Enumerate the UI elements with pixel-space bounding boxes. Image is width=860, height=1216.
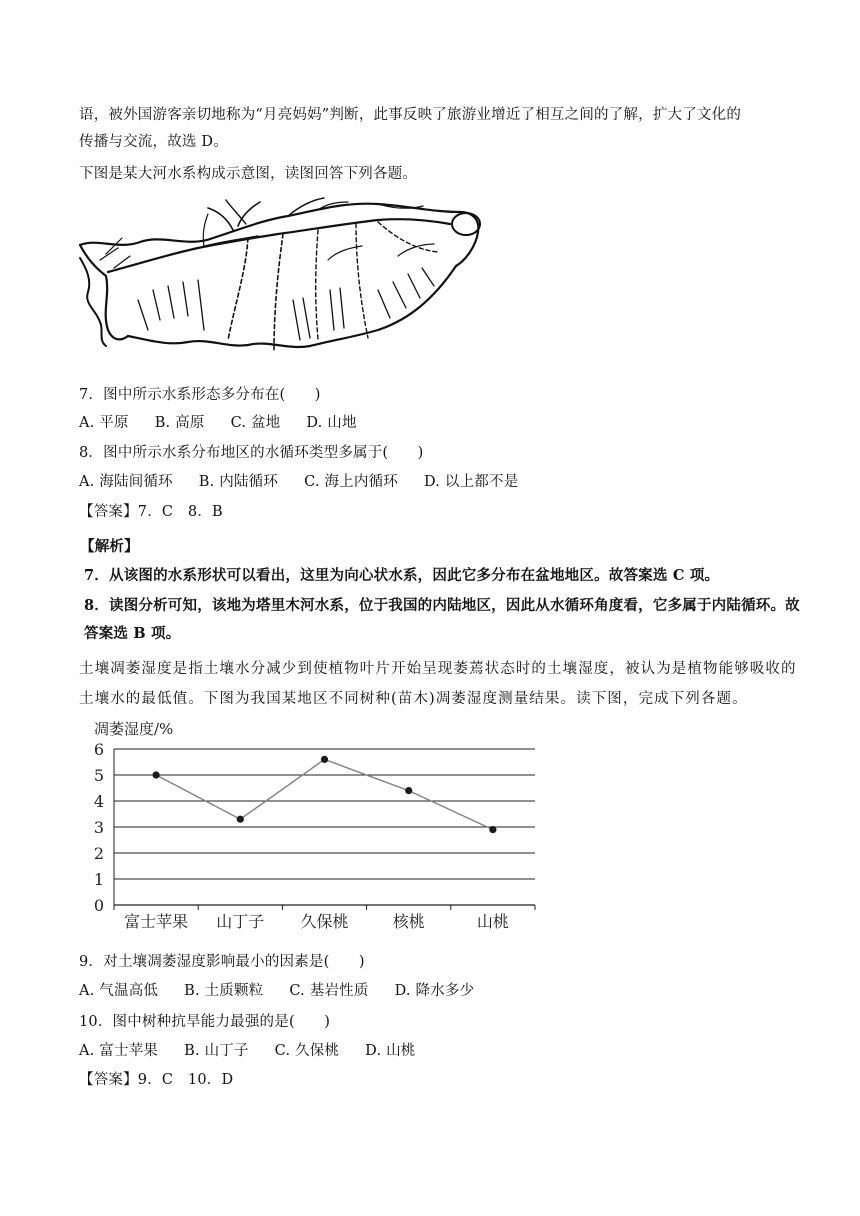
option: B. 高原 bbox=[154, 415, 205, 431]
intro-line-1: 语，被外国游客亲切地称为“月亮妈妈”判断，此事反映了旅游业增近了相互之间的了解，扩大了文化的 bbox=[79, 107, 742, 123]
analysis-8-line-2: 答案选 B 项。 bbox=[84, 625, 181, 642]
option: C. 基岩性质 bbox=[289, 983, 369, 999]
option: C. 海上内循环 bbox=[304, 474, 398, 490]
y-tick-label: 5 bbox=[93, 766, 104, 785]
x-tick-label: 富士苹果 bbox=[124, 912, 189, 931]
analysis-8-line-1: 8．读图分析可知，该地为塔里木河水系，位于我国的内陆地区，因此从水循环角度看，它多属于内陆循环。故 bbox=[84, 597, 800, 614]
question-9-stem: 9．对土壤凋萎湿度影响最小的因素是( ) bbox=[79, 954, 365, 970]
x-tick-label: 山丁子 bbox=[216, 912, 265, 931]
analysis-7: 7．从该图的水系形状可以看出，这里为向心状水系，因此它多分布在盆地地区。故答案选 C 项。 bbox=[84, 567, 720, 584]
option: C. 久保桃 bbox=[274, 1043, 340, 1059]
intro-line-2: 传播与交流，故选 D。 bbox=[79, 134, 228, 150]
y-tick-label: 6 bbox=[93, 740, 104, 759]
option: A. 海陆间循环 bbox=[79, 474, 173, 490]
data-point bbox=[405, 787, 412, 794]
y-tick-label: 1 bbox=[93, 870, 104, 889]
data-point bbox=[489, 826, 496, 833]
option: A. 平原 bbox=[79, 415, 129, 431]
option: A. 气温高低 bbox=[79, 983, 159, 999]
series-line bbox=[156, 759, 493, 829]
data-point bbox=[321, 756, 328, 763]
section1-prompt: 下图是某大河水系构成示意图，读图回答下列各题。 bbox=[79, 166, 418, 182]
analysis-title: 【解析】 bbox=[80, 538, 139, 555]
question-10-options bbox=[79, 1039, 442, 1060]
option: D. 山地 bbox=[306, 415, 357, 431]
x-tick-label: 核桃 bbox=[392, 912, 425, 931]
y-tick-label: 3 bbox=[93, 818, 104, 837]
answer-7-8: 【答案】7．C 8．B bbox=[79, 504, 223, 520]
option: D. 山桃 bbox=[365, 1043, 416, 1059]
question-8-options bbox=[79, 470, 544, 491]
option: B. 土质颗粒 bbox=[184, 983, 264, 999]
option: D. 以上都不是 bbox=[423, 474, 519, 490]
option: A. 富士苹果 bbox=[79, 1043, 159, 1059]
river-system-map bbox=[78, 190, 488, 370]
y-tick-label: 4 bbox=[93, 792, 104, 811]
question-9-options bbox=[79, 979, 500, 1000]
x-tick-label: 久保桃 bbox=[300, 912, 349, 931]
x-tick-label: 山桃 bbox=[476, 912, 509, 931]
answer-9-10: 【答案】9．C 10．D bbox=[79, 1072, 234, 1088]
section2-prompt-line-1: 土壤凋萎湿度是指土壤水分减少到使植物叶片开始呈现萎蔫状态时的土壤湿度，被认为是植物能够吸收的 bbox=[79, 661, 797, 677]
section2-prompt-line-2: 土壤水的最低值。下图为我国某地区不同树种(苗木)凋萎湿度测量结果。读下图，完成下列各题。 bbox=[79, 691, 748, 707]
question-7-stem: 7．图中所示水系形态多分布在( ) bbox=[79, 387, 321, 403]
question-8-stem: 8．图中所示水系分布地区的水循环类型多属于( ) bbox=[79, 445, 424, 461]
data-point bbox=[153, 771, 160, 778]
option: C. 盆地 bbox=[230, 415, 281, 431]
y-tick-label: 0 bbox=[93, 896, 104, 915]
option: B. 内陆循环 bbox=[198, 474, 279, 490]
option: D. 降水多少 bbox=[394, 983, 475, 999]
question-7-options bbox=[79, 411, 383, 432]
y-axis-label: 凋萎湿度/% bbox=[94, 720, 174, 738]
option: B. 山丁子 bbox=[184, 1043, 249, 1059]
data-point bbox=[237, 816, 244, 823]
question-10-stem: 10．图中树种抗旱能力最强的是( ) bbox=[79, 1014, 331, 1030]
y-tick-label: 2 bbox=[93, 844, 104, 863]
wilting-humidity-chart bbox=[80, 712, 550, 932]
